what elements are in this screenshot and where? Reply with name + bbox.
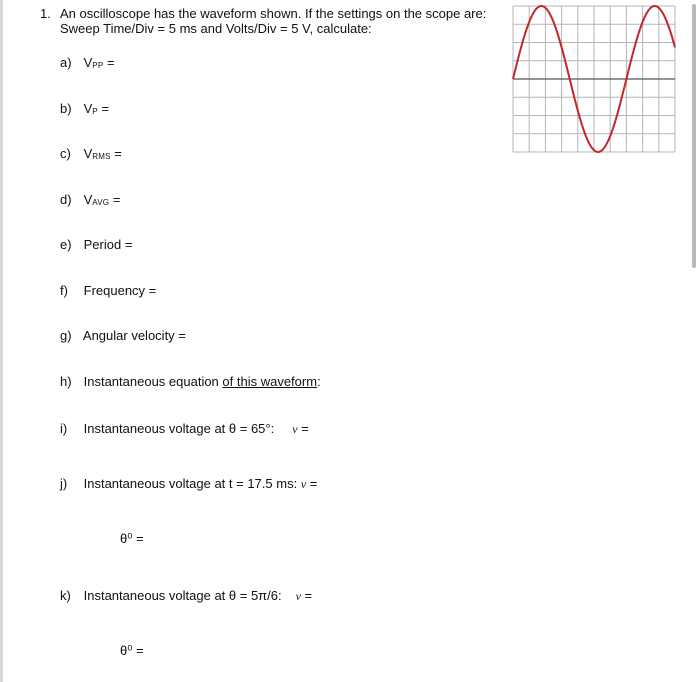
item-label: i) [60, 421, 68, 436]
item-h-instantaneous-equation [60, 374, 321, 389]
question-number: 1. [40, 6, 51, 21]
item-i-voltage-at-65deg [60, 421, 309, 437]
question-prompt [60, 6, 500, 36]
item-label: d) [60, 192, 72, 207]
item-text: Instantaneous equation [83, 374, 223, 389]
item-subscript: P [92, 107, 98, 116]
item-label: b) [60, 101, 72, 116]
oscilloscope-waveform [511, 4, 677, 154]
item-label: c) [60, 146, 71, 161]
item-equals: = [109, 192, 121, 207]
item-text: Frequency = [83, 283, 157, 298]
item-symbol: V [83, 101, 93, 116]
scrollbar-thumb[interactable] [692, 4, 696, 268]
item-text-underlined: of this waveform [222, 374, 318, 389]
item-symbol: V [83, 146, 93, 161]
item-subscript: RMS [92, 152, 111, 161]
item-label: k) [60, 588, 71, 603]
item-j-theta: θ⁰ = [120, 531, 144, 546]
item-label: j) [60, 476, 68, 491]
item-equals: = [297, 421, 309, 436]
item-equals: = [110, 146, 122, 161]
question-line-2: Sweep Time/Div = 5 ms and Volts/Div = 5 V, calculate: [60, 21, 372, 36]
item-text: Angular velocity = [82, 328, 186, 343]
scrollbar[interactable] [690, 0, 700, 682]
item-k-voltage-at-5pi-6 [60, 588, 312, 604]
question-line-1: An oscilloscope has the waveform shown. If the settings on the scope are: [60, 6, 487, 21]
item-label: e) [60, 237, 72, 252]
item-symbol: V [83, 55, 93, 70]
item-k-theta: θ⁰ = [120, 643, 144, 658]
item-label: h) [60, 374, 72, 389]
item-g-angular-velocity [60, 328, 186, 343]
item-a-vpp [60, 55, 115, 70]
item-v-symbol: v [295, 589, 301, 603]
item-subscript: PP [92, 61, 104, 70]
item-v-symbol: v [300, 477, 307, 491]
item-text: Instantaneous voltage at θ = 5π/6: [83, 588, 282, 603]
item-v-symbol: v [292, 422, 298, 436]
item-label: a) [60, 55, 72, 70]
item-j-voltage-at-17-5ms [60, 476, 317, 492]
item-label: f) [60, 283, 68, 298]
item-equals: = [300, 588, 313, 603]
item-text: Period = [83, 237, 133, 252]
item-equals: = [306, 476, 318, 491]
item-e-period [60, 237, 132, 252]
item-equals: = [97, 101, 110, 116]
item-b-vp [60, 101, 109, 116]
item-equals: = [103, 55, 115, 70]
item-c-vrms [60, 146, 122, 161]
item-text-suffix: : [317, 374, 321, 389]
item-text: Instantaneous voltage at θ = 65°: [83, 421, 275, 436]
page-left-border [0, 0, 3, 682]
item-label: g) [60, 328, 72, 343]
scope-grid [513, 6, 675, 152]
item-d-vavg [60, 192, 120, 207]
item-f-frequency [60, 283, 156, 298]
item-subscript: AVG [92, 198, 110, 207]
item-text: Instantaneous voltage at t = 17.5 ms: [83, 476, 298, 491]
item-symbol: V [83, 192, 93, 207]
